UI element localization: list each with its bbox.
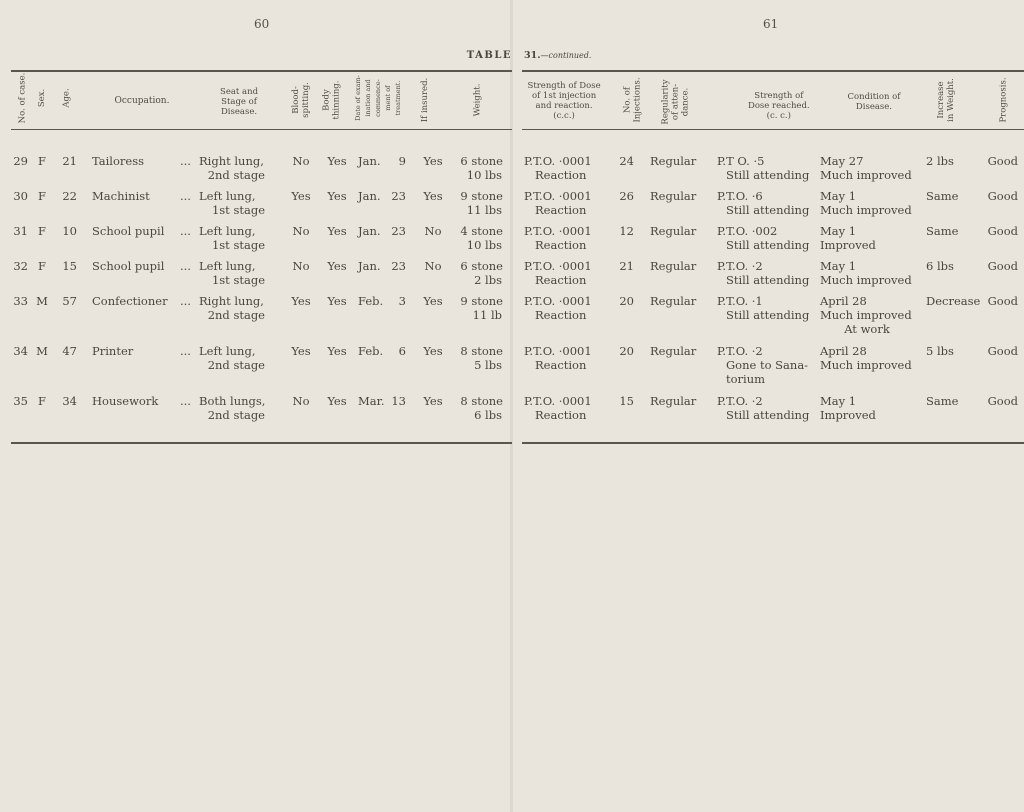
dose-reached: P.T.O. ·2 [717, 259, 763, 273]
age: 34 [62, 394, 77, 408]
header-occupation: Occupation. [114, 96, 170, 106]
dose-status: Still attending [726, 203, 810, 217]
weight-lbs: 6 lbs [474, 408, 502, 422]
dose-reached: P.T.O. ·1 [717, 294, 763, 308]
weight-increase: 2 lbs [926, 154, 954, 168]
first-dose-strength: P.T.O. ·0001 [524, 189, 592, 203]
page-number-left: 60 [254, 17, 270, 31]
prognosis: Good [987, 294, 1018, 308]
header-injections: No. of Injections. [622, 77, 643, 123]
header-blood: Blood- spitting. [290, 82, 311, 118]
age: 57 [62, 294, 77, 308]
table-number: 31. [524, 50, 541, 61]
blood-spitting: No [292, 394, 310, 408]
prognosis: Good [987, 259, 1018, 273]
weight-increase: Same [926, 394, 959, 408]
occupation: Tailoress [92, 154, 145, 168]
seat-of-disease: Right lung, [199, 294, 264, 308]
body-thinning: Yes [327, 394, 347, 408]
body-thinning: Yes [327, 189, 347, 203]
treatment-day: 6 [398, 344, 406, 358]
occupation: School pupil [92, 259, 165, 273]
attendance-regularity: Regular [650, 259, 697, 273]
injections-count: 24 [619, 154, 634, 168]
weight-stone: 6 stone [460, 259, 503, 273]
treatment-month: Feb. [358, 344, 384, 358]
attendance-regularity: Regular [650, 224, 697, 238]
attendance-regularity: Regular [650, 294, 697, 308]
condition-status: Much improved [820, 203, 912, 217]
condition-date: May 27 [820, 154, 864, 168]
condition-date: May 1 [820, 259, 857, 273]
header-condition: Condition of Disease. [847, 92, 901, 112]
condition-date: May 1 [820, 394, 857, 408]
leader-dots: ... [180, 189, 191, 203]
attendance-regularity: Regular [650, 154, 697, 168]
weight-stone: 9 stone [460, 189, 503, 203]
injections-count: 20 [619, 294, 634, 308]
seat-of-disease: Left lung, [199, 189, 256, 203]
blood-spitting: No [292, 154, 310, 168]
first-dose-strength: P.T.O. ·0001 [524, 394, 592, 408]
first-dose-reaction: Reaction [535, 408, 587, 422]
header-no: No. of case. [16, 72, 27, 124]
occupation: Machinist [92, 189, 150, 203]
header-weight: Weight. [471, 83, 482, 117]
header-bottom-rule-left [11, 129, 512, 130]
first-dose-reaction: Reaction [535, 358, 587, 372]
prognosis: Good [987, 189, 1018, 203]
age: 22 [62, 189, 77, 203]
weight-lbs: 5 lbs [474, 358, 502, 372]
case-number: 29 [13, 154, 28, 168]
dose-status: Gone to Sana- [726, 358, 809, 372]
treatment-month: Jan. [358, 154, 381, 168]
leader-dots: ... [180, 224, 191, 238]
header-date: Date of exam- ination and commence- ment of treatment. [353, 75, 402, 121]
case-number: 34 [13, 344, 28, 358]
treatment-day: 23 [391, 259, 406, 273]
blood-spitting: Yes [291, 344, 311, 358]
header-sex: Sex. [37, 88, 48, 108]
first-dose-reaction: Reaction [535, 168, 587, 182]
header-bottom-rule-right [522, 129, 1024, 130]
condition-status: Much improved [820, 168, 912, 182]
weight-lbs: 10 lbs [466, 238, 502, 252]
age: 47 [62, 344, 77, 358]
seat-of-disease: Left lung, [199, 259, 256, 273]
attendance-regularity: Regular [650, 344, 697, 358]
dose-status: Still attending [726, 238, 810, 252]
age: 21 [62, 154, 77, 168]
dose-reached: P.T.O. ·2 [717, 394, 763, 408]
leader-dots: ... [180, 154, 191, 168]
condition-date: April 28 [820, 294, 867, 308]
treatment-day: 3 [398, 294, 406, 308]
table-continued-label: —continued. [540, 51, 592, 60]
weight-stone: 8 stone [460, 344, 503, 358]
case-number: 31 [13, 224, 28, 238]
dose-status: Still attending [726, 273, 810, 287]
weight-increase: 5 lbs [926, 344, 954, 358]
leader-dots: ... [180, 259, 191, 273]
weight-lbs: 2 lbs [474, 273, 502, 287]
page-number-right: 61 [763, 17, 779, 31]
condition-note: At work [844, 322, 890, 336]
insured: No [424, 259, 442, 273]
case-number: 30 [13, 189, 28, 203]
weight-increase: Decrease [926, 294, 981, 308]
weight-lbs: 11 lbs [466, 203, 502, 217]
dose-reached: P.T.O. ·2 [717, 344, 763, 358]
header-prognosis: Prognosis. [998, 77, 1009, 123]
insured: Yes [423, 189, 443, 203]
treatment-day: 23 [391, 224, 406, 238]
sex: M [36, 344, 48, 358]
treatment-day: 13 [391, 394, 406, 408]
stage-of-disease: 1st stage [211, 203, 265, 217]
weight-stone: 4 stone [460, 224, 503, 238]
header-strength1: Strength of Dose of 1st injection and reaction. (c.c.) [527, 81, 601, 121]
prognosis: Good [987, 394, 1018, 408]
first-dose-strength: P.T.O. ·0001 [524, 344, 592, 358]
first-dose-reaction: Reaction [535, 273, 587, 287]
sex: M [36, 294, 48, 308]
dose-reached: P.T.O. ·002 [717, 224, 778, 238]
prognosis: Good [987, 344, 1018, 358]
body-thinning: Yes [327, 224, 347, 238]
age: 15 [62, 259, 77, 273]
case-number: 33 [13, 294, 28, 308]
weight-lbs: 11 lb [472, 308, 502, 322]
condition-status: Improved [820, 408, 876, 422]
age: 10 [62, 224, 77, 238]
leader-dots: ... [180, 344, 191, 358]
body-thinning: Yes [327, 154, 347, 168]
dose-status: Still attending [726, 408, 810, 422]
right-page [512, 0, 1024, 812]
body-thinning: Yes [327, 259, 347, 273]
treatment-day: 23 [391, 189, 406, 203]
blood-spitting: No [292, 259, 310, 273]
first-dose-reaction: Reaction [535, 238, 587, 252]
seat-of-disease: Right lung, [199, 154, 264, 168]
weight-lbs: 10 lbs [466, 168, 502, 182]
occupation: Housework [92, 394, 159, 408]
weight-increase: Same [926, 189, 959, 203]
prognosis: Good [987, 224, 1018, 238]
injections-count: 21 [619, 259, 634, 273]
occupation: Printer [92, 344, 134, 358]
sex: F [38, 224, 46, 238]
condition-status: Much improved [820, 358, 912, 372]
table-title-continued [524, 50, 591, 61]
header-strength2: Strength of Dose reached. (c. c.) [748, 91, 810, 121]
seat-of-disease: Left lung, [199, 344, 256, 358]
weight-stone: 6 stone [460, 154, 503, 168]
occupation: Confectioner [92, 294, 168, 308]
blood-spitting: Yes [291, 189, 311, 203]
seat-of-disease: Left lung, [199, 224, 256, 238]
insured: Yes [423, 154, 443, 168]
insured: Yes [423, 294, 443, 308]
stage-of-disease: 2nd stage [207, 358, 265, 372]
first-dose-reaction: Reaction [535, 203, 587, 217]
header-top-rule-left [11, 70, 512, 72]
insured: Yes [423, 344, 443, 358]
sex: F [38, 394, 46, 408]
table-title: TABLE [466, 50, 512, 61]
table-bottom-rule-right [522, 442, 1024, 444]
weight-increase: 6 lbs [926, 259, 954, 273]
dose-status-continued: torium [726, 372, 766, 386]
header-top-rule-right [522, 70, 1024, 72]
injections-count: 12 [619, 224, 634, 238]
treatment-month: Mar. [358, 394, 385, 408]
header-age: Age. [61, 88, 72, 108]
first-dose-strength: P.T.O. ·0001 [524, 294, 592, 308]
seat-of-disease: Both lungs, [199, 394, 266, 408]
header-regularity: Regularity of atten- dance. [660, 79, 691, 125]
weight-increase: Same [926, 224, 959, 238]
blood-spitting: No [292, 224, 310, 238]
first-dose-strength: P.T.O. ·0001 [524, 224, 592, 238]
attendance-regularity: Regular [650, 394, 697, 408]
stage-of-disease: 1st stage [211, 273, 265, 287]
first-dose-reaction: Reaction [535, 308, 587, 322]
case-number: 32 [13, 259, 28, 273]
prognosis: Good [987, 154, 1018, 168]
condition-date: May 1 [820, 189, 857, 203]
header-thinning: Body thinning. [320, 80, 341, 120]
weight-stone: 9 stone [460, 294, 503, 308]
table-bottom-rule-left [11, 442, 512, 444]
condition-date: April 28 [820, 344, 867, 358]
treatment-month: Jan. [358, 224, 381, 238]
insured: No [424, 224, 442, 238]
sex: F [38, 189, 46, 203]
treatment-month: Feb. [358, 294, 384, 308]
leader-dots: ... [180, 294, 191, 308]
weight-stone: 8 stone [460, 394, 503, 408]
injections-count: 26 [619, 189, 634, 203]
header-increase: Increase in Weight. [935, 78, 956, 122]
treatment-month: Jan. [358, 259, 381, 273]
dose-status: Still attending [726, 168, 810, 182]
stage-of-disease: 1st stage [211, 238, 265, 252]
sex: F [38, 259, 46, 273]
attendance-regularity: Regular [650, 189, 697, 203]
sex: F [38, 154, 46, 168]
dose-reached: P.T O. ·5 [717, 154, 765, 168]
dose-reached: P.T.O. ·6 [717, 189, 763, 203]
treatment-month: Jan. [358, 189, 381, 203]
first-dose-strength: P.T.O. ·0001 [524, 259, 592, 273]
condition-status: Much improved [820, 273, 912, 287]
leader-dots: ... [180, 394, 191, 408]
condition-date: May 1 [820, 224, 857, 238]
stage-of-disease: 2nd stage [207, 308, 265, 322]
body-thinning: Yes [327, 294, 347, 308]
injections-count: 20 [619, 344, 634, 358]
condition-status: Improved [820, 238, 876, 252]
stage-of-disease: 2nd stage [207, 168, 265, 182]
header-insured: If insured. [420, 77, 431, 123]
treatment-day: 9 [398, 154, 406, 168]
first-dose-strength: P.T.O. ·0001 [524, 154, 592, 168]
occupation: School pupil [92, 224, 165, 238]
condition-status: Much improved [820, 308, 912, 322]
header-seat: Seat and Stage of Disease. [220, 87, 259, 117]
case-number: 35 [13, 394, 28, 408]
body-thinning: Yes [327, 344, 347, 358]
insured: Yes [423, 394, 443, 408]
blood-spitting: Yes [291, 294, 311, 308]
dose-status: Still attending [726, 308, 810, 322]
injections-count: 15 [619, 394, 634, 408]
stage-of-disease: 2nd stage [207, 408, 265, 422]
